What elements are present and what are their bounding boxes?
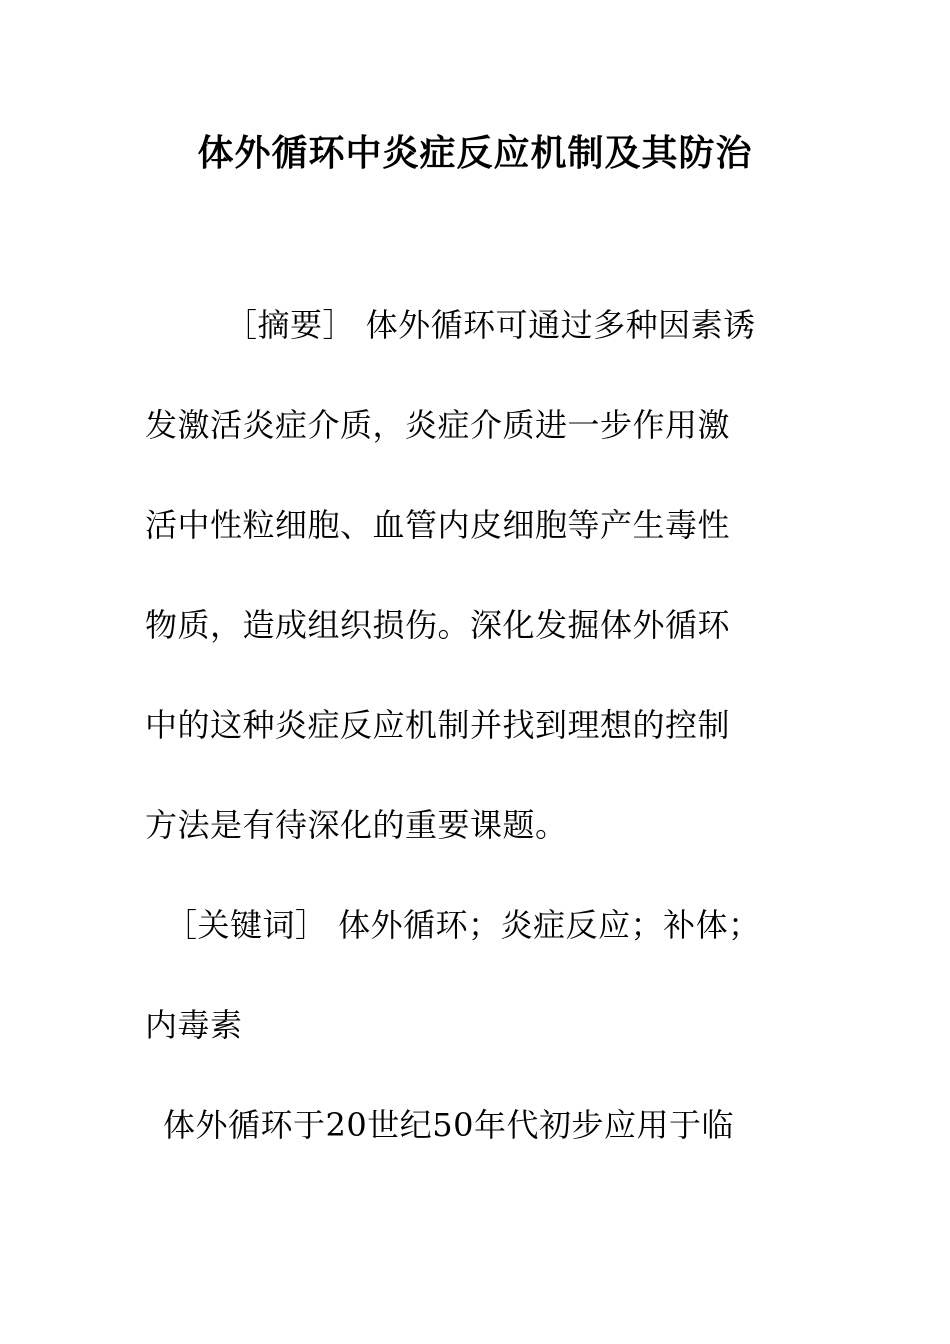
abstract-line: 中的这种炎症反应机制并找到理想的控制	[145, 706, 731, 744]
body-line: 体外循环于20世纪50年代初步应用于临	[163, 1106, 734, 1144]
abstract-line: 物质，造成组织损伤。深化发掘体外循环	[145, 606, 731, 644]
abstract-line: 活中性粒细胞、血管内皮细胞等产生毒性	[145, 506, 731, 544]
abstract-line: 发激活炎症介质，炎症介质进一步作用激	[145, 406, 731, 444]
keywords-line: ［关键词］ 体外循环；炎症反应；补体；	[165, 906, 761, 944]
document-title: 体外循环中炎症反应机制及其防治	[197, 132, 753, 174]
abstract-line: ［摘要］ 体外循环可通过多种因素诱	[225, 306, 756, 344]
keywords-line: 内毒素	[145, 1006, 243, 1044]
abstract-line: 方法是有待深化的重要课题。	[145, 806, 568, 844]
